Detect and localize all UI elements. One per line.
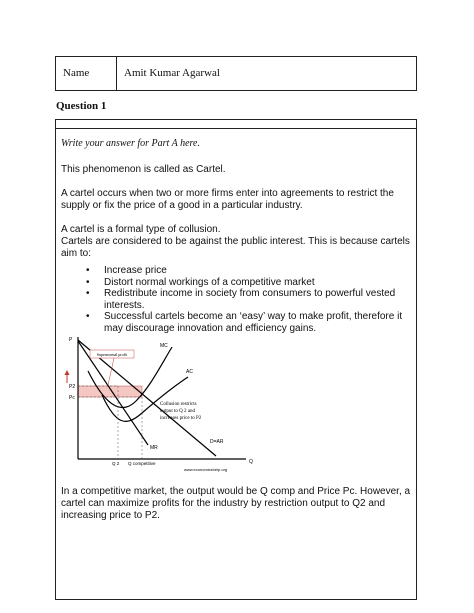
question-heading: Question 1 [56,100,107,112]
ac-curve [102,377,188,421]
paragraph-cartel: This phenomenon is called as Cartel. [61,164,226,175]
collusion-note-line2: output to Q 2 and [160,409,195,414]
pc-label: Pc [69,395,75,401]
cartel-aims-list [84,265,406,334]
list-item: • Increase price [84,265,406,277]
cartel-diagram [64,335,264,475]
paragraph-definition: A cartel occurs when two or more firms enter into agreements to restrict the supply or fix the price of a good in a particular industry. [61,188,394,211]
source-url: www.economicshelp.org [184,467,228,472]
qcomp-label: Q competitive [128,461,156,466]
collusion-note-line3: increases price to P2 [160,416,202,421]
supernormal-label: Supernormal profit [96,352,128,357]
paragraph-public-interest: Cartels are considered to be against the public interest. This is because cartels aim to: [61,236,410,259]
ac-label: AC [186,369,193,375]
name-value: Amit Kumar Agarwal [124,67,220,79]
collusion-note-line1: Collusion restricts [160,402,197,407]
name-label: Name [56,57,117,90]
q2-label: Q 2 [112,461,120,466]
paragraph-collusion: A cartel is a formal type of collusion. [61,224,221,235]
answer-box-divider [56,128,416,129]
answer-instruction: Write your answer for Part A here. [61,138,200,149]
mc-label: MC [160,343,168,349]
list-item: • Distort normal workings of a competitive market [84,277,406,289]
p-axis-label: P [69,337,73,343]
paragraph-competitive-market: In a competitive market, the output would be Q comp and Price Pc. However, a cartel can maximize profits for the industry by restriction output to Q2 and increasing price to P2. [61,486,411,521]
name-table [55,56,417,91]
answer-box [55,119,417,600]
supernormal-pointer [108,358,114,385]
mr-label: MR [150,445,158,451]
p2-label: P2 [69,384,76,390]
q-axis-label: Q [249,459,253,465]
list-item: • Successful cartels become an ‘easy’ way to make profit, therefore it may discourage innovation and efficiency gains. [84,311,406,334]
list-item: • Redistribute income in society from consumers to powerful vested interests. [84,288,406,311]
dar-label: D=AR [210,439,224,445]
price-up-arrowhead [65,370,70,375]
